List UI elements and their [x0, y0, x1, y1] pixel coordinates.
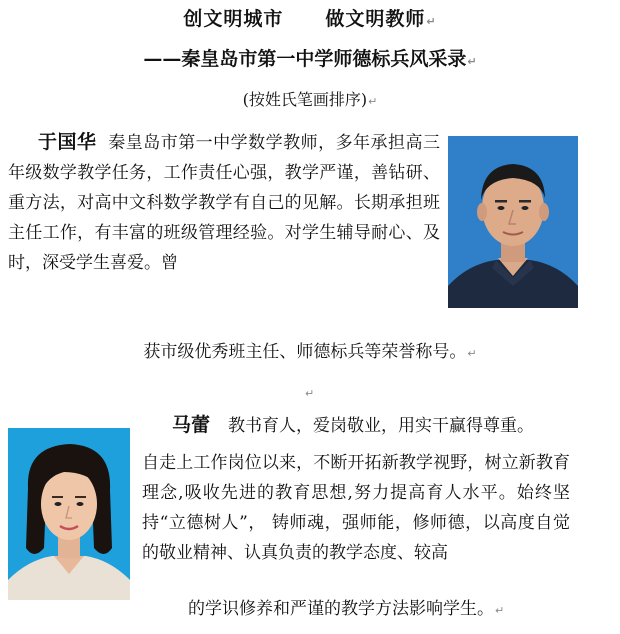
teacher2-bio-main: 自走上工作岗位以来，不断开拓新教学视野，树立新教育理念,吸收先进的教育思想,努力提高育人水平。始终坚持“立德树人”， 铸师魂，强师能，修师德，以高度自觉的敬业精神、认真负责的教学态度、较高	[142, 453, 570, 563]
paragraph-mark-icon: ↵	[305, 387, 315, 400]
sort-note-text: (按姓氏笔画排序)	[242, 90, 368, 109]
paragraph-mark-icon: ↵	[467, 347, 477, 360]
sort-note	[0, 87, 620, 110]
paragraph-mark-icon: ↵	[368, 95, 378, 108]
male-teacher-portrait-icon	[448, 136, 578, 308]
title-part1: 创文明城市	[183, 8, 284, 30]
teacher2-photo	[8, 428, 130, 600]
teacher2-bio-last-line	[188, 594, 504, 626]
teacher1-bio-last-line	[0, 337, 620, 369]
teacher1-photo	[448, 136, 578, 308]
teacher2-bio	[142, 448, 570, 568]
teacher1-bio-last: 获市级优秀班主任、师德标兵等荣誉称号。	[143, 342, 467, 362]
paragraph-mark-icon: ↵	[495, 604, 505, 617]
female-teacher-portrait-icon	[8, 428, 130, 600]
paragraph-mark-icon: ↵	[467, 55, 477, 68]
page-subtitle	[0, 44, 620, 71]
teacher2-bio-first: 教书育人，爱岗敬业，用实干赢得尊重。	[228, 416, 535, 436]
title-part2: 做文明教师	[325, 8, 426, 30]
teacher1-bio-main: 秦皇岛市第一中学数学教师，多年承担高三年级数学教学任务，工作责任心强，教学严谨，善钻研、重方法，对高中文科数学教学有自己的见解。长期承担班主任工作，有丰富的班级管理经验。对学生辅导耐心、及时，深受学生喜爱。曾	[8, 133, 440, 273]
teacher2-bio-last: 的学识修养和严谨的教学方法影响学生。	[188, 599, 494, 619]
teacher2-bio-first-line	[172, 410, 534, 441]
page-title	[0, 4, 620, 31]
teacher2-name: 马蕾	[172, 414, 211, 436]
empty-paragraph	[304, 382, 314, 401]
title-line2: ——秦皇岛市第一中学师德标兵风采录	[143, 48, 467, 70]
teacher1-name: 于国华	[38, 131, 97, 153]
paragraph-mark-icon: ↵	[426, 15, 437, 28]
teacher1-bio	[8, 127, 440, 278]
